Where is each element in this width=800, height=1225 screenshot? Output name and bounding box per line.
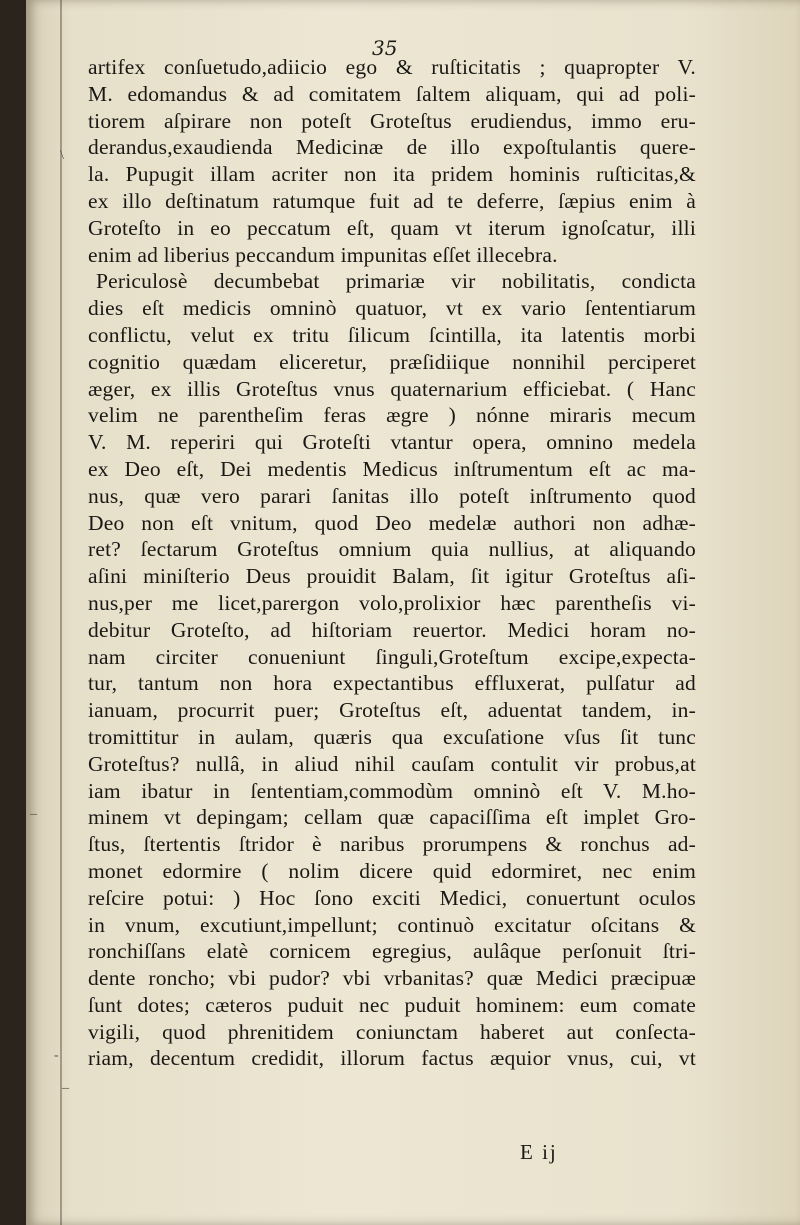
text-line: minem vt depingam; cellam quæ capaciſſima eſt implet Gro-: [88, 805, 696, 830]
text-line: Deo non eſt vnitum, quod Deo medelæ authori non adhæ-: [88, 510, 696, 535]
text-line: Periculosè decumbebat primariæ vir nobilitatis, condicta: [96, 269, 696, 294]
body-text: [88, 54, 696, 1072]
text-line: ſunt dotes; cæteros puduit nec puduit hominem: eum comate: [88, 992, 696, 1017]
text-line: æger, ex illis Groteſtus vnus quaternarium efficiebat. ( Hanc: [88, 376, 696, 401]
margin-mark: _: [62, 1076, 69, 1091]
page-gutter: [60, 0, 62, 1225]
text-line: monet edormire ( nolim dicere quid edormiret, nec enim: [88, 858, 696, 883]
margin-mark: -: [54, 1048, 59, 1063]
text-line: ret? ſectarum Groteſtus omnium quia nullius, at aliquando: [88, 537, 696, 562]
text-line: nus, quæ vero parari ſanitas illo poteſt inſtrumento quod: [88, 483, 696, 508]
text-line: ex Deo eſt, Dei medentis Medicus inſtrumentum eſt ac ma-: [88, 456, 696, 481]
text-line: iam ibatur in ſententiam,commodùm omninò eſt V. M.ho-: [88, 778, 696, 803]
text-line: derandus,exaudienda Medicinæ de illo expoſtulantis quere-: [88, 135, 696, 160]
text-line: reſcire potui: ) Hoc ſono exciti Medici, conuertunt oculos: [88, 885, 696, 910]
text-line: riam, decentum credidit, illorum factus æquior vnus, cui, vt: [88, 1046, 696, 1071]
text-line: aſini miniſterio Deus prouidit Balam, ſit igitur Groteſtus aſi-: [88, 564, 696, 589]
text-line: vigili, quod phrenitidem coniunctam haberet aut conſecta-: [88, 1019, 696, 1044]
text-line: debitur Groteſto, ad hiſtoriam reuertor. Medici horam no-: [88, 617, 696, 642]
text-line: conflictu, velut ex tritu ſilicum ſcintilla, ita latentis morbi: [88, 322, 696, 347]
text-line: Groteſtus? nullâ, in aliud nihil cauſam contulit vir probus,at: [88, 751, 696, 776]
text-line: M. edomandus & ad comitatem ſaltem aliquam, qui ad poli-: [88, 81, 696, 106]
text-line: velim ne parentheſim feras ægre ) nónne miraris mecum: [88, 403, 696, 428]
margin-mark: \: [60, 148, 64, 163]
text-line: dente roncho; vbi pudor? vbi vrbanitas? quæ Medici præcipuæ: [88, 966, 696, 991]
text-line: la. Pupugit illam acriter non ita pridem hominis ruſticitas,&: [88, 162, 696, 187]
text-line: ronchiſſans elatè cornicem egregius, aulâque perſonuit ſtri-: [88, 939, 696, 964]
text-line: dies eſt medicis omninò quatuor, vt ex vario ſententiarum: [88, 296, 696, 321]
margin-mark: _: [30, 802, 37, 817]
text-line: artifex conſuetudo,adiicio ego & ruſticitatis ; quapropter V.: [88, 55, 696, 79]
text-line: tur, tantum non hora expectantibus effluxerat, pulſatur ad: [88, 671, 696, 696]
signature-mark: E ij: [520, 1140, 558, 1164]
text-line: ſtus, ſtertentis ſtridor è naribus prorumpens & ronchus ad-: [88, 832, 696, 857]
text-line: Groteſto in eo peccatum eſt, quam vt iterum ignoſcatur, illi: [88, 215, 696, 240]
text-line: tromittitur in aulam, quæris qua excuſatione vſus ſit tunc: [88, 724, 696, 749]
text-line: cognitio quædam eliceretur, præſidiique nonnihil perciperet: [88, 349, 696, 374]
text-line: nam circiter conueniunt ſinguli,Groteſtum excipe,expecta-: [88, 644, 696, 669]
text-line: ianuam, procurrit puer; Groteſtus eſt, aduentat tandem, in-: [88, 698, 696, 723]
text-line: enim ad liberius peccandum impunitas eſſet illecebra.: [88, 242, 558, 267]
text-line: ex illo deſtinatum ratumque fuit ad te deferre, ſæpius enim à: [88, 188, 696, 213]
text-line: V. M. reperiri qui Groteſti vtantur opera, omnino medela: [88, 430, 696, 455]
text-line: in vnum, excutiunt,impellunt; continuò excitatur oſcitans &: [88, 912, 696, 937]
text-line: nus,per me licet,parergon volo,prolixior hæc parentheſis vi-: [88, 590, 696, 615]
text-line: tiorem aſpirare non poteſt Groteſtus erudiendus, immo eru-: [88, 108, 696, 133]
page-number: 35: [372, 36, 398, 60]
